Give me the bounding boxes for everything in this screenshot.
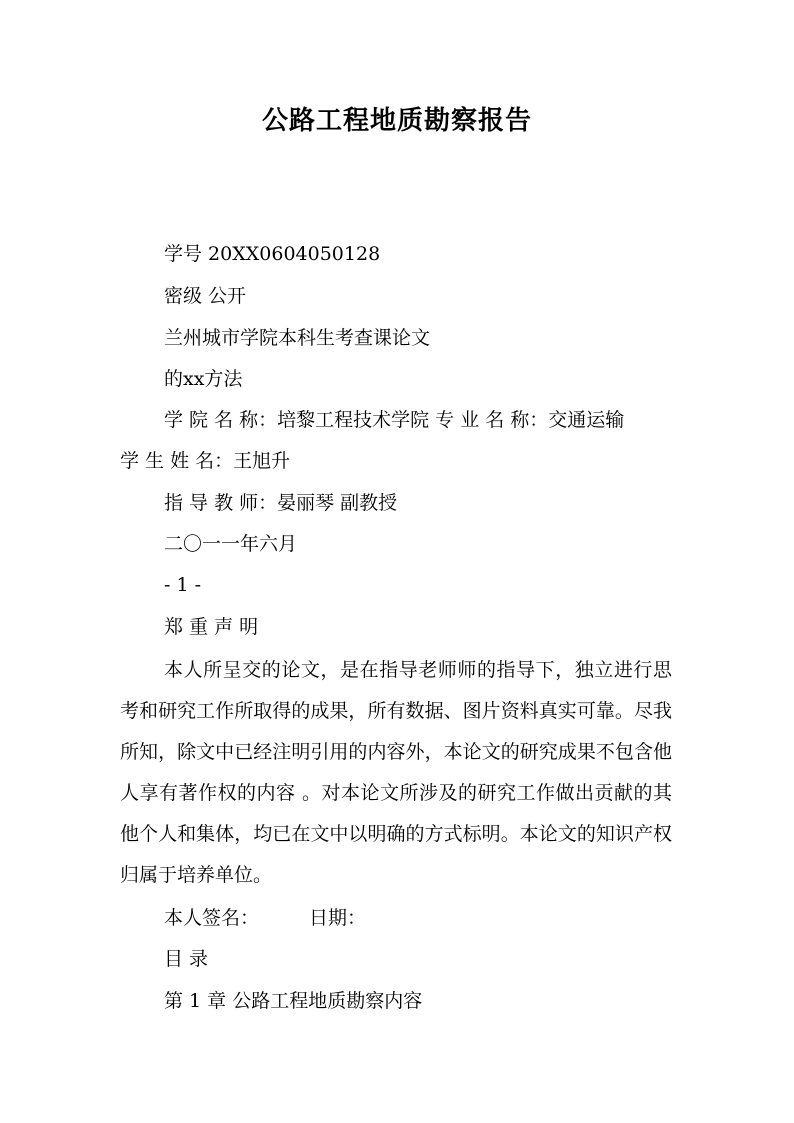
date-line: 二〇一一年六月 (164, 533, 298, 555)
university-line: 兰州城市学院本科生考查课论文 (164, 327, 431, 349)
student-name-line: 学 生 姓 名：王旭升 (120, 450, 291, 472)
signature-row (164, 909, 366, 928)
method-line: 的xx方法 (164, 368, 243, 390)
declaration-heading: 郑 重 声 明 (164, 616, 259, 638)
signature-label: 本人签名： (164, 907, 260, 929)
date-label: 日期： (309, 907, 367, 929)
toc-heading: 目 录 (164, 948, 209, 970)
college-major-line: 学 院 名 称：培黎工程技术学院 专 业 名 称：交通运输 (164, 409, 625, 431)
toc-chapter-1: 第 1 章 公路工程地质勘察内容 (164, 990, 423, 1012)
secrecy-level: 密级 公开 (164, 285, 247, 307)
page-number: - 1 - (164, 574, 202, 596)
advisor-line: 指 导 教 师：晏丽琴 副教授 (164, 492, 398, 514)
page-title: 公路工程地质勘察报告 (261, 106, 532, 136)
declaration-body: 本人所呈交的论文，是在指导老师师的指导下，独立进行思考和研究工作所取得的成果，所有数据、图片资料真实可靠。尽我所知，除文中已经注明引用的内容外，本论文的研究成果不包含他人享有著作权的内容 。对本论文所涉及的研究工作做出贡献的其他个人和集体，均已在文中以明确的方式标明。本论文的知识产权归属于培养单位。 (120, 659, 672, 886)
student-number: 学号 20XX0604050128 (164, 243, 381, 265)
